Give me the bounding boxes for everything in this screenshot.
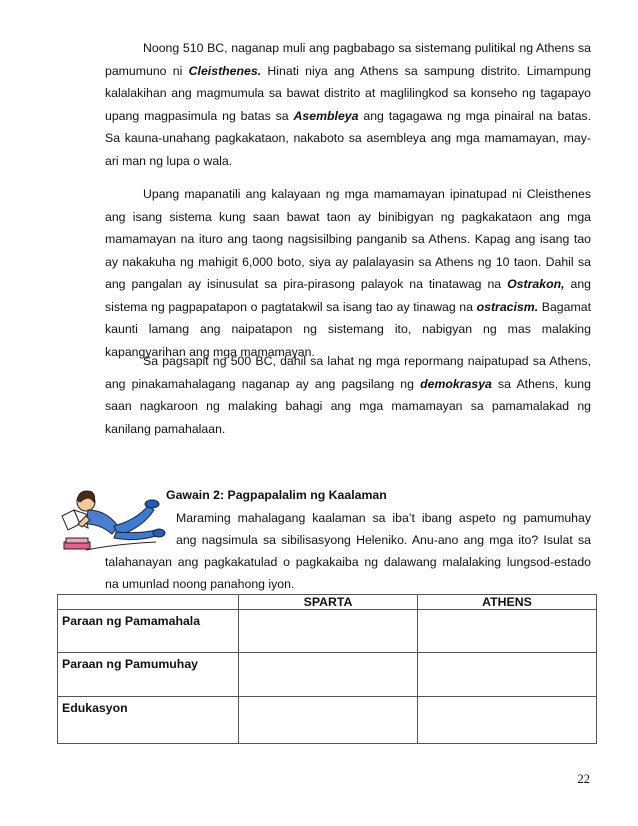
activity-title: Gawain 2: Pagpapalalim ng Kaalaman — [166, 488, 387, 502]
answer-cell-athens-education[interactable] — [418, 697, 597, 744]
answer-cell-sparta-government[interactable] — [239, 610, 418, 653]
emphasized-term: demokrasya — [420, 376, 492, 391]
emphasized-term: Cleisthenes. — [188, 63, 262, 78]
emphasized-term: ostracism. — [476, 299, 539, 314]
table-row — [58, 610, 597, 653]
answer-cell-athens-government[interactable] — [418, 610, 597, 653]
emphasized-term: Ostrakon, — [507, 277, 565, 291]
answer-cell-sparta-education[interactable] — [239, 697, 418, 744]
row-label-education: Edukasyon — [58, 697, 239, 744]
table-row — [58, 697, 597, 744]
page-number: 22 — [577, 772, 590, 786]
row-label-lifestyle: Paraan ng Pamumuhay — [58, 653, 239, 697]
comparison-table — [57, 594, 597, 744]
paragraph-cleisthenes: Noong 510 BC, naganap muli ang pagbabago sa sistemang pulitikal ng Athens sa pamumuno ni Cleisthenes. Hinati niya ang Athens sa sampung distrito. Limampung kalalakihan ang magmumula sa bawat distrito at maglilingkod sa konseho ng tagapayo upang magpasimula ng batas sa Asembleya ang tagagawa ng mga pinairal na batas. Sa kauna-unahang pagkakataon, nakaboto sa asembleya ang mga mamamayan, may-ari man ng lupa o wala. — [105, 41, 591, 168]
answer-cell-athens-lifestyle[interactable] — [418, 653, 597, 697]
activity-instructions-line: na umunlad noong panahong iyon. — [105, 577, 295, 591]
table-header-sparta: SPARTA — [239, 595, 418, 610]
activity-instructions-line: Maraming mahalagang kaalaman sa iba’t ibang aspeto ng pamumuhay — [176, 511, 591, 525]
answer-cell-sparta-lifestyle[interactable] — [239, 653, 418, 697]
activity-instructions-line: ang nagsimula sa sibilisasyong Heleniko. Anu-ano ang mga ito? Isulat sa — [176, 533, 591, 547]
paragraph-democracy: Sa pagsapit ng 500 BC, dahil sa lahat ng mga repormang naipatupad sa Athens, ang pinakamahalagang naganap ay ang pagsilang ng demokrasya sa Athens, kung saan nagkaroon ng malaking bahagi ang mga mamamayan sa pamamalakad ng kanilang pamahalaan. — [105, 354, 591, 436]
table-row — [58, 653, 597, 697]
table-header-row — [58, 595, 597, 610]
row-label-government: Paraan ng Pamamahala — [58, 610, 239, 653]
emphasized-term: Asembleya — [293, 108, 359, 123]
table-header-athens: ATHENS — [418, 595, 597, 610]
activity-instructions-line: talahanayan ang pagkakatulad o pagkakaiba ng dalawang malalaking lungsod-estado — [105, 555, 591, 569]
table-header-blank — [58, 595, 239, 610]
paragraph-ostracism: Upang mapanatili ang kalayaan ng mga mamamayan ipinatupad ni Cleisthenes ang isang sistema kung saan bawat taon ay binibigyan ng pagkakataon ang mga mamamayan na ituro ang taong nagsisilbing panganib sa Athens. Kapag ang isang tao ay nakakuha ng mahigit 6,000 boto, siya ay palalayasin sa Athens ng 10 taon. Dahil sa ang pangalan ay isinusulat sa pira-pirasong palayok na tinatawag na Ostrakon, ang sistema ng pagpapatapon o pagtatakwil sa isang tao ay tinawag na ostracism. Bagamat kaunti lamang ang naipatapon ng sistemang ito, nabigyan ng mas malaking kapangyarihan ang mga mamamayan. — [105, 187, 591, 359]
reading-student-icon — [56, 480, 166, 560]
